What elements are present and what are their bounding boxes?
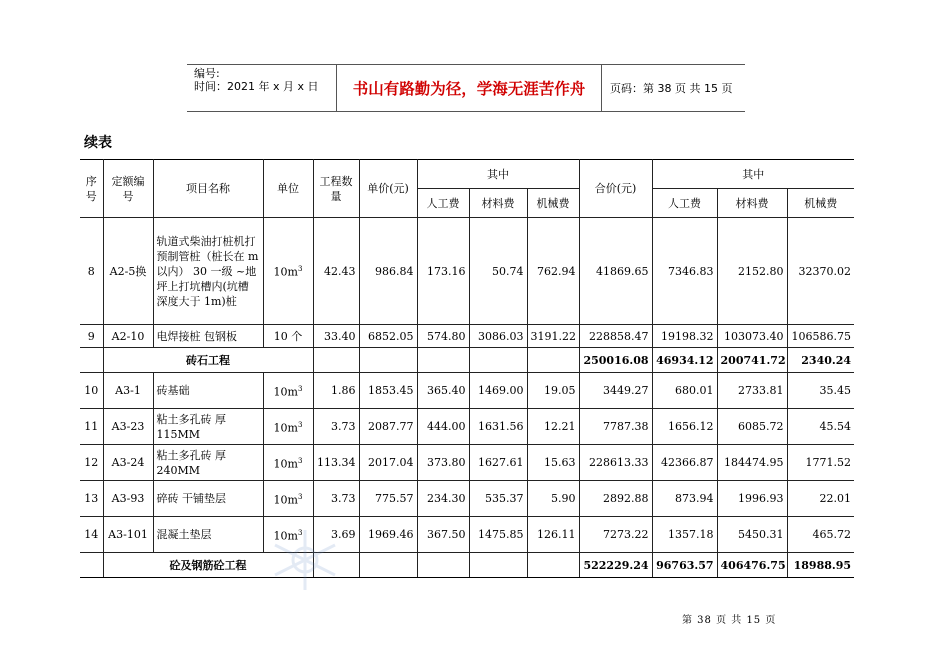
cell-total: 7273.22 [579,517,652,553]
cell-machine-total: 106586.75 [787,325,854,348]
cell-seq: 8 [80,218,103,325]
table-row [80,373,854,409]
cell-total: 228858.47 [579,325,652,348]
section-labor-total: 96763.57 [652,553,717,578]
cell-material-total: 1996.93 [717,481,787,517]
cell-price: 2087.77 [359,409,417,445]
cell-machine-total: 35.45 [787,373,854,409]
unit-text: 10m [273,421,298,435]
cell-quota: A3-24 [103,445,153,481]
col-among-2: 其中 [652,160,854,189]
cell-machine-total: 1771.52 [787,445,854,481]
page-info: 页码：第 38 页 共 15 页 [610,82,733,95]
cell-material: 1631.56 [469,409,527,445]
cell-total: 41869.65 [579,218,652,325]
cell-seq: 11 [80,409,103,445]
table-row [80,517,854,553]
cell-machine: 126.11 [527,517,579,553]
cell-qty: 33.40 [313,325,359,348]
col-labor: 人工费 [417,189,469,218]
cell-unit: $10m^3$ [263,445,313,481]
unit-text: 10m [273,529,298,543]
cell-unit: $10m^3$ [263,409,313,445]
col-machine: 机械费 [527,189,579,218]
table-row [80,325,854,348]
table-row [80,409,854,445]
cell-price: 1853.45 [359,373,417,409]
cell-labor: 444.00 [417,409,469,445]
cell-material-total: 2152.80 [717,218,787,325]
cell-machine: 3191.22 [527,325,579,348]
cell-quota: A3-1 [103,373,153,409]
unit-text: 10m [273,265,298,279]
cell-seq: 12 [80,445,103,481]
cell-material: 3086.03 [469,325,527,348]
cell-material-total: 5450.31 [717,517,787,553]
cell-material: 50.74 [469,218,527,325]
table-row [80,445,854,481]
cell-machine: 19.05 [527,373,579,409]
cell-qty: 3.69 [313,517,359,553]
cell-qty: 1.86 [313,373,359,409]
cell-unit: $10m^3$ [263,373,313,409]
cell-machine: 5.90 [527,481,579,517]
motto: 书山有路勤为径，学海无涯苦作舟 [337,65,602,111]
cell-seq: 13 [80,481,103,517]
cell-material-total: 2733.81 [717,373,787,409]
cell-price: 2017.04 [359,445,417,481]
section-row [80,348,854,373]
cell-labor: 574.80 [417,325,469,348]
cell-machine: 12.21 [527,409,579,445]
cell-quota: A3-23 [103,409,153,445]
col-material: 材料费 [469,189,527,218]
cell-quota: A3-101 [103,517,153,553]
cell-unit: $10m^3$ [263,218,313,325]
cell-seq: 9 [80,325,103,348]
section-machine-total: 18988.95 [787,553,854,578]
cell-unit: 10 个 [263,325,313,348]
cell-qty: 3.73 [313,409,359,445]
unit-text: 10m [273,457,298,471]
col-labor-total: 人工费 [652,189,717,218]
cell-labor-total: 873.94 [652,481,717,517]
table-row [80,481,854,517]
col-unit-price: 单价(元) [359,160,417,218]
cost-table [80,159,854,578]
cell-total: 228613.33 [579,445,652,481]
cell-labor-total: 1357.18 [652,517,717,553]
col-machine-total: 机械费 [787,189,854,218]
cell-labor-total: 42366.87 [652,445,717,481]
table-title: 续表 [84,135,112,151]
table-row [80,218,854,325]
section-name: 砖石工程 [103,348,313,373]
cell-labor: 367.50 [417,517,469,553]
cell-seq: 14 [80,517,103,553]
cell-machine-total: 22.01 [787,481,854,517]
col-name: 项目名称 [153,160,263,218]
cell-name: 砖基础 [153,373,263,409]
col-qty: 工程数量 [313,160,359,218]
col-seq: 序号 [80,160,103,218]
cell-quota: A2-10 [103,325,153,348]
cell-material: 1475.85 [469,517,527,553]
page-header [187,64,745,112]
cell-total: 7787.38 [579,409,652,445]
time-label: 时间：2021 年 x 月 x 日 [194,80,319,93]
cell-quota: A2-5换 [103,218,153,325]
cell-total: 2892.88 [579,481,652,517]
cell-labor: 373.80 [417,445,469,481]
col-among-1: 其中 [417,160,579,189]
cell-material: 1627.61 [469,445,527,481]
cell-labor-total: 680.01 [652,373,717,409]
cell-labor-total: 7346.83 [652,218,717,325]
section-row [80,553,854,578]
cell-labor: 234.30 [417,481,469,517]
col-quota: 定额编号 [103,160,153,218]
cell-price: 986.84 [359,218,417,325]
cell-price: 6852.05 [359,325,417,348]
page-footer: 第 38 页 共 15 页 [682,615,777,626]
cell-material: 535.37 [469,481,527,517]
section-labor-total: 46934.12 [652,348,717,373]
unit-text: 10m [273,385,298,399]
col-unit: 单位 [263,160,313,218]
col-material-total: 材料费 [717,189,787,218]
cell-material-total: 103073.40 [717,325,787,348]
cell-seq: 10 [80,373,103,409]
cell-qty: 42.43 [313,218,359,325]
header-row-1 [80,160,854,189]
cell-material-total: 184474.95 [717,445,787,481]
cell-qty: 113.34 [313,445,359,481]
section-total: 250016.08 [579,348,652,373]
cell-machine: 762.94 [527,218,579,325]
section-total: 522229.24 [579,553,652,578]
section-material-total: 200741.72 [717,348,787,373]
cell-labor-total: 19198.32 [652,325,717,348]
cell-material: 1469.00 [469,373,527,409]
cell-qty: 3.73 [313,481,359,517]
cell-material-total: 6085.72 [717,409,787,445]
cell-name: 混凝土垫层 [153,517,263,553]
cell-labor: 365.40 [417,373,469,409]
cell-name: 轨道式柴油打桩机打预制管桩（桩长在 m 以内） 30 一级 ~地坪上打坑槽内(坑槽深度大于 1m)桩 [153,218,263,325]
cell-unit: $10m^3$ [263,481,313,517]
cell-quota: A3-93 [103,481,153,517]
cell-name: 粘土多孔砖 厚 240MM [153,445,263,481]
cell-price: 1969.46 [359,517,417,553]
section-machine-total: 2340.24 [787,348,854,373]
cell-total: 3449.27 [579,373,652,409]
cell-labor-total: 1656.12 [652,409,717,445]
cell-machine-total: 32370.02 [787,218,854,325]
cell-labor: 173.16 [417,218,469,325]
header-meta [187,65,337,111]
cell-name: 电焊接桩 包钢板 [153,325,263,348]
cell-name: 碎砖 干铺垫层 [153,481,263,517]
cell-unit: $10m^3$ [263,517,313,553]
snowflake-watermark-icon [265,525,345,595]
cell-machine-total: 465.72 [787,517,854,553]
col-total: 合价(元) [579,160,652,218]
section-name: 砼及钢筋砼工程 [103,553,313,578]
cell-machine: 15.63 [527,445,579,481]
section-material-total: 406476.75 [717,553,787,578]
code-label: 编号: [194,67,220,80]
cell-name: 粘土多孔砖 厚 115MM [153,409,263,445]
unit-text: 10m [273,493,298,507]
cell-machine-total: 45.54 [787,409,854,445]
cell-price: 775.57 [359,481,417,517]
